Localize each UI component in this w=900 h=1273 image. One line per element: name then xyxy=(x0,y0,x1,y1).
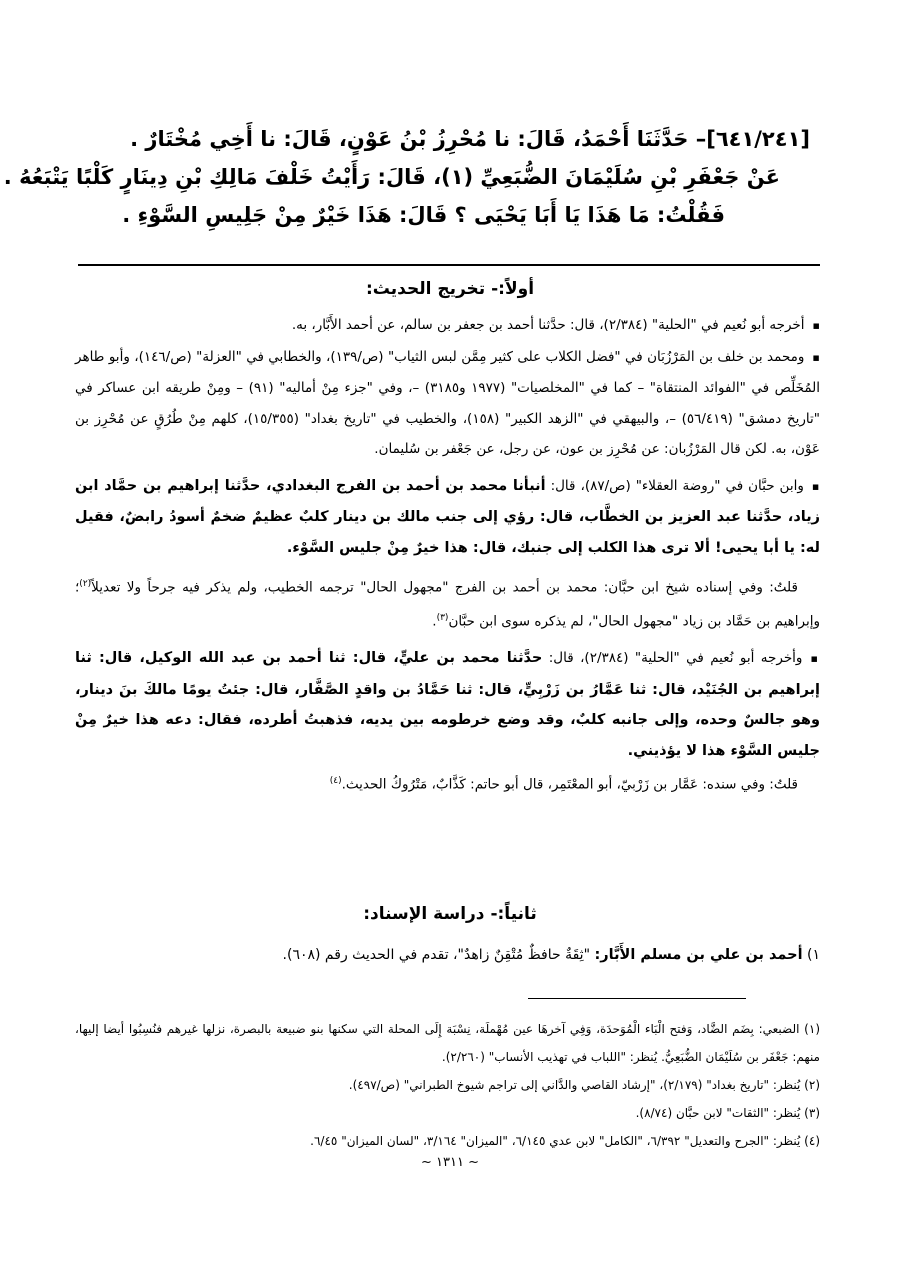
footnote-ref[interactable]: (٤) xyxy=(329,776,342,786)
page-number: ~ ١٣١١ ~ xyxy=(421,1155,479,1170)
paragraph xyxy=(75,766,820,800)
section-divider xyxy=(78,264,820,266)
paragraph: ▪ ومحمد بن خلف بن المَرْزُبَان في "فضل الكلاب على كثير مِمَّن لبس الثياب" (ص/١٣٩)، والخطابي في "العزلة" (ص/١٤٦)، وأبو طاهر المُخَلِّص في "الفوائد المنتقاة" – كما في "المخلصيات" (١٩٧٧ و٣١٨٥) –، وفي "جزء مِنْ أماليه" (٩١) – ومِنْ طريقه ابن عساكر في "تاريخ دمشق" (٥٦/٤١٩) –، والبيهقي في "الزهد الكبير" (١٥٨)، والخطيب في "تاريخ بغداد" (١٥/٣٥٥)، كلهم مِنْ طُرُقٍ عن مُحْرِز بن عَوْن، به. لكن قال المَرْزُبان: عن مُحْرِز بن عون، عن رجل، عن جَعْفر بن سُليمان. xyxy=(75,342,820,465)
footnote: (١) الضبعي: بِضَم الضَّاد، وَفتح الْبَاء الْمُوَحدَة، وَفِي آخرهَا عين مُهْملَة، نِسْبَة إِلَى المحلة التي سكنها بنو ضبيعة بالبصرة، نزلها غيرهم فنُسِبُوا أيضا إليها، منهم: جَعْفَر بن سُلَيْمَان الضُّبَعِيُّ. يُنظر: "اللباب في تهذيب الأنساب" (٢/٢٦٠). xyxy=(75,1022,820,1064)
footnote: (٢) يُنظر: "تاريخ بغداد" (٢/١٧٩)، "إرشاد القاصي والدَّاني إلى تراجم شيوخ الطبراني" (ص/٤٩٧). xyxy=(348,1078,820,1092)
footnotes xyxy=(75,1015,820,1155)
paragraph-intro: وابن حبَّان في "روضة العقلاء" (ص/٨٧)، قال: xyxy=(550,477,804,494)
hadith-line: فَقُلْتُ: مَا هَذَا يَا أَبَا يَحْيَى ؟ قَالَ: هَذَا خَيْرٌ مِنْ جَلِيسِ السَّوْءِ . xyxy=(122,203,725,227)
narration-text: أنبأنا محمد بن أحمد بن الفرج البغدادي، حدَّثنا إبراهيم بن حمَّاد ابن زياد، حدَّثنا عبد العزيز بن الخطَّاب، قال: رؤي إلى جنب مالك بن دينار كلبٌ عظيمٌ ضخمٌ أسودُ رابضٌ، فقيل له: يا أبا يحيى! ألا ترى هذا الكلب إلى جنبك، قال: هذا خيرٌ مِنْ جليس السَّوْء. xyxy=(75,477,820,556)
narration-text: حدَّثنا محمد بن عليٍّ، قال: ثنا أحمد بن عبد الله الوكيل، قال: ثنا إبراهيم بن الجُنَيْد، قال: ثنا عَمَّارُ بن زَرْبِيٍّ، قال: ثنا حَمَّادُ بن واقدٍ الصَّفَّار، قال: جئتُ يومًا مالكَ بنَ دينار، وهو جالسٌ وحده، وإلى جانبه كلبٌ، وقد وضع خرطومه بين يديه، فذهبتُ أطرده، فقال: دعه هذا خيرٌ مِنْ جليس السَّوْء هذا لا يؤذيني. xyxy=(75,650,820,759)
paragraph-text: قلتُ: وفي إسناده شيخ ابن حبَّان: محمد بن أحمد بن الفرج "مجهول الحال" ترجمه الخطيب، ولم يذكر فيه جرحاً ولا تعديلاً xyxy=(91,579,798,596)
paragraph: قلتُ: وفي إسناده شيخ ابن حبَّان: محمد بن أحمد بن الفرج "مجهول الحال" ترجمه الخطيب، ولم يذكر فيه جرحاً ولا تعديلاً$^{(٢)}$؛ وإبراهيم بن حَمَّاد بن زياد "مجهول الحال"، لم يذكره سوى ابن حبَّان$^{(٣)}$. xyxy=(75,579,820,630)
paragraph-text: ؛ وإبراهيم بن حَمَّاد بن زياد "مجهول الحال"، لم يذكره سوى ابن حبَّان xyxy=(75,579,820,630)
footnote: (٣) يُنظر: "الثقات" لابن حبَّان (٨/٧٤). xyxy=(635,1106,820,1120)
footnote-divider xyxy=(528,998,746,999)
isnad-item xyxy=(75,940,820,970)
footnote-ref[interactable]: (٣) xyxy=(436,613,449,623)
narrator-name: أحمد بن علي بن مسلم الأَبَّار: xyxy=(594,947,803,963)
narrator-grade: "ثِقَةٌ حافظٌ مُتْقِنٌ زاهدٌ"، تقدم في الحديث رقم (٦٠٨). xyxy=(282,947,591,963)
section-heading-isnad: ثانياً:- دراسة الإسناد: xyxy=(363,904,537,924)
paragraph: ▪ أخرجه أبو نُعيم في "الحلية" (٢/٣٨٤)، قال: حدَّثنا أحمد بن جعفر بن سالم، عن أحمد الأَبَّار، به. xyxy=(75,310,820,342)
takhrij-body xyxy=(75,310,820,800)
hadith-line: [٦٤١/٢٤١]– حَدَّثَنَا أَحْمَدُ، قَالَ: نا مُحْرِزُ بْنُ عَوْنٍ، قَالَ: نا أَخِي مُخْتَارٌ . xyxy=(130,127,810,151)
paragraph xyxy=(75,471,820,564)
footnote-ref[interactable]: (٢) xyxy=(79,579,92,589)
section-heading-takhrij: أولاً:- تخريج الحديث: xyxy=(365,279,535,299)
hadith-line: عَنْ جَعْفَرِ بْنِ سُلَيْمَانَ الضُّبَعِيِّ (١)، قَالَ: رَأَيْتُ خَلْفَ مَالِكِ بْنِ دِينَارٍ كَلْبًا يَتْبَعُهُ . xyxy=(3,165,780,189)
paragraph xyxy=(75,643,820,766)
hadith-text xyxy=(3,120,820,234)
footnote: (٤) يُنظر: "الجرح والتعديل" ٦/٣٩٢، "الكامل" لابن عدي ٦/١٤٥، "الميزان" ٣/١٦٤، "لسان الميزان" ٦/٤٥. xyxy=(310,1134,820,1148)
paragraph-text: قلتُ: وفي سنده: عَمَّار بن زَرْبيّ، أبو المعْتَمِر، قال أبو حاتم: كَذَّابٌ، مَتْرُوكُ الحديث. xyxy=(341,776,798,793)
item-number: ١) xyxy=(807,947,820,963)
paragraph-intro: وأخرجه أبو نُعيم في "الحلية" (٢/٣٨٤)، قال: xyxy=(548,650,803,666)
